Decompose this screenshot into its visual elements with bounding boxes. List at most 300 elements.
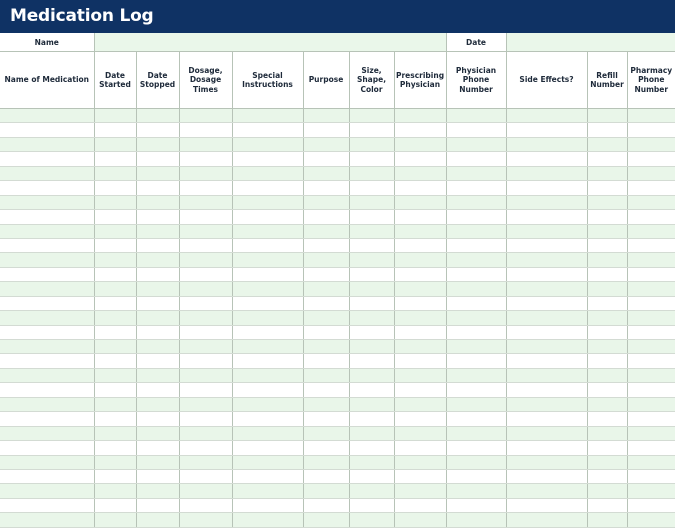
table-cell[interactable]	[506, 469, 587, 483]
table-cell[interactable]	[349, 383, 394, 397]
name-field[interactable]	[94, 33, 446, 52]
table-cell[interactable]	[587, 354, 627, 368]
table-cell[interactable]	[587, 397, 627, 411]
table-cell[interactable]	[394, 397, 446, 411]
table-cell[interactable]	[446, 397, 506, 411]
table-cell[interactable]	[179, 181, 232, 195]
table-cell[interactable]	[179, 441, 232, 455]
table-cell[interactable]	[394, 253, 446, 267]
table-cell[interactable]	[136, 469, 179, 483]
table-cell[interactable]	[303, 498, 349, 512]
table-cell[interactable]	[136, 354, 179, 368]
table-cell[interactable]	[0, 224, 94, 238]
table-cell[interactable]	[446, 253, 506, 267]
table-cell[interactable]	[136, 282, 179, 296]
table-cell[interactable]	[179, 210, 232, 224]
table-cell[interactable]	[394, 498, 446, 512]
table-cell[interactable]	[136, 484, 179, 498]
table-cell[interactable]	[446, 166, 506, 180]
table-cell[interactable]	[349, 354, 394, 368]
table-cell[interactable]	[303, 383, 349, 397]
table-cell[interactable]	[0, 137, 94, 151]
table-cell[interactable]	[506, 238, 587, 252]
table-cell[interactable]	[627, 484, 675, 498]
table-cell[interactable]	[627, 469, 675, 483]
table-cell[interactable]	[349, 253, 394, 267]
table-cell[interactable]	[394, 296, 446, 310]
table-cell[interactable]	[232, 166, 303, 180]
table-cell[interactable]	[349, 267, 394, 281]
table-cell[interactable]	[136, 137, 179, 151]
table-cell[interactable]	[179, 484, 232, 498]
table-cell[interactable]	[506, 455, 587, 469]
table-cell[interactable]	[303, 441, 349, 455]
table-cell[interactable]	[627, 311, 675, 325]
table-cell[interactable]	[587, 224, 627, 238]
table-cell[interactable]	[506, 282, 587, 296]
table-cell[interactable]	[94, 498, 136, 512]
table-cell[interactable]	[506, 325, 587, 339]
table-cell[interactable]	[94, 195, 136, 209]
table-cell[interactable]	[303, 340, 349, 354]
table-cell[interactable]	[446, 441, 506, 455]
table-cell[interactable]	[232, 195, 303, 209]
table-cell[interactable]	[587, 426, 627, 440]
table-cell[interactable]	[303, 166, 349, 180]
table-cell[interactable]	[0, 484, 94, 498]
table-cell[interactable]	[587, 109, 627, 123]
table-cell[interactable]	[303, 282, 349, 296]
table-cell[interactable]	[446, 238, 506, 252]
table-cell[interactable]	[232, 340, 303, 354]
table-cell[interactable]	[394, 383, 446, 397]
table-cell[interactable]	[506, 224, 587, 238]
table-cell[interactable]	[232, 210, 303, 224]
table-cell[interactable]	[627, 109, 675, 123]
table-cell[interactable]	[0, 368, 94, 382]
table-cell[interactable]	[232, 224, 303, 238]
table-cell[interactable]	[587, 484, 627, 498]
table-cell[interactable]	[94, 484, 136, 498]
table-cell[interactable]	[232, 282, 303, 296]
table-cell[interactable]	[627, 224, 675, 238]
table-cell[interactable]	[94, 267, 136, 281]
table-cell[interactable]	[94, 354, 136, 368]
table-cell[interactable]	[0, 210, 94, 224]
table-cell[interactable]	[446, 469, 506, 483]
table-cell[interactable]	[303, 368, 349, 382]
table-cell[interactable]	[0, 195, 94, 209]
table-cell[interactable]	[232, 354, 303, 368]
table-cell[interactable]	[587, 469, 627, 483]
table-cell[interactable]	[94, 383, 136, 397]
table-cell[interactable]	[0, 498, 94, 512]
table-cell[interactable]	[0, 340, 94, 354]
table-cell[interactable]	[446, 109, 506, 123]
table-cell[interactable]	[446, 354, 506, 368]
table-cell[interactable]	[506, 253, 587, 267]
table-cell[interactable]	[394, 238, 446, 252]
table-cell[interactable]	[627, 137, 675, 151]
table-cell[interactable]	[179, 137, 232, 151]
table-cell[interactable]	[394, 109, 446, 123]
table-cell[interactable]	[627, 455, 675, 469]
table-cell[interactable]	[349, 152, 394, 166]
table-cell[interactable]	[232, 397, 303, 411]
table-cell[interactable]	[136, 455, 179, 469]
table-cell[interactable]	[232, 325, 303, 339]
table-cell[interactable]	[0, 296, 94, 310]
table-cell[interactable]	[627, 325, 675, 339]
table-cell[interactable]	[303, 253, 349, 267]
table-cell[interactable]	[394, 340, 446, 354]
table-cell[interactable]	[94, 238, 136, 252]
table-cell[interactable]	[587, 340, 627, 354]
table-cell[interactable]	[94, 109, 136, 123]
table-cell[interactable]	[506, 296, 587, 310]
table-cell[interactable]	[627, 296, 675, 310]
table-cell[interactable]	[303, 484, 349, 498]
table-cell[interactable]	[394, 441, 446, 455]
table-cell[interactable]	[446, 267, 506, 281]
table-cell[interactable]	[446, 383, 506, 397]
table-cell[interactable]	[94, 152, 136, 166]
table-cell[interactable]	[627, 354, 675, 368]
table-cell[interactable]	[0, 238, 94, 252]
table-cell[interactable]	[232, 484, 303, 498]
table-cell[interactable]	[303, 181, 349, 195]
table-cell[interactable]	[303, 137, 349, 151]
table-cell[interactable]	[136, 123, 179, 137]
table-cell[interactable]	[349, 498, 394, 512]
table-cell[interactable]	[303, 469, 349, 483]
table-cell[interactable]	[446, 296, 506, 310]
table-cell[interactable]	[136, 311, 179, 325]
table-cell[interactable]	[587, 441, 627, 455]
table-cell[interactable]	[94, 296, 136, 310]
table-cell[interactable]	[303, 354, 349, 368]
table-cell[interactable]	[0, 426, 94, 440]
table-cell[interactable]	[394, 325, 446, 339]
table-cell[interactable]	[136, 195, 179, 209]
table-cell[interactable]	[506, 354, 587, 368]
table-cell[interactable]	[627, 253, 675, 267]
table-cell[interactable]	[587, 137, 627, 151]
table-cell[interactable]	[0, 152, 94, 166]
table-cell[interactable]	[136, 412, 179, 426]
table-cell[interactable]	[394, 484, 446, 498]
table-cell[interactable]	[94, 368, 136, 382]
table-cell[interactable]	[349, 455, 394, 469]
table-cell[interactable]	[349, 224, 394, 238]
table-cell[interactable]	[179, 354, 232, 368]
table-cell[interactable]	[394, 224, 446, 238]
table-cell[interactable]	[627, 441, 675, 455]
table-cell[interactable]	[303, 296, 349, 310]
table-cell[interactable]	[232, 181, 303, 195]
table-cell[interactable]	[394, 368, 446, 382]
table-cell[interactable]	[94, 282, 136, 296]
table-cell[interactable]	[394, 166, 446, 180]
table-cell[interactable]	[587, 210, 627, 224]
table-cell[interactable]	[627, 181, 675, 195]
table-cell[interactable]	[506, 137, 587, 151]
table-cell[interactable]	[94, 325, 136, 339]
table-cell[interactable]	[587, 238, 627, 252]
table-cell[interactable]	[506, 340, 587, 354]
table-cell[interactable]	[232, 152, 303, 166]
table-cell[interactable]	[179, 123, 232, 137]
table-cell[interactable]	[394, 354, 446, 368]
table-cell[interactable]	[136, 210, 179, 224]
table-cell[interactable]	[394, 311, 446, 325]
table-cell[interactable]	[94, 137, 136, 151]
table-cell[interactable]	[394, 181, 446, 195]
table-cell[interactable]	[349, 469, 394, 483]
table-cell[interactable]	[179, 325, 232, 339]
table-cell[interactable]	[232, 469, 303, 483]
table-cell[interactable]	[394, 267, 446, 281]
table-cell[interactable]	[303, 238, 349, 252]
table-cell[interactable]	[349, 166, 394, 180]
table-cell[interactable]	[627, 238, 675, 252]
table-cell[interactable]	[506, 123, 587, 137]
table-cell[interactable]	[587, 498, 627, 512]
table-cell[interactable]	[136, 426, 179, 440]
table-cell[interactable]	[303, 412, 349, 426]
table-cell[interactable]	[627, 166, 675, 180]
table-cell[interactable]	[394, 426, 446, 440]
table-cell[interactable]	[627, 282, 675, 296]
table-cell[interactable]	[232, 383, 303, 397]
table-cell[interactable]	[446, 282, 506, 296]
table-cell[interactable]	[349, 181, 394, 195]
table-cell[interactable]	[136, 253, 179, 267]
table-cell[interactable]	[506, 311, 587, 325]
table-cell[interactable]	[587, 412, 627, 426]
table-cell[interactable]	[179, 397, 232, 411]
table-cell[interactable]	[0, 166, 94, 180]
table-cell[interactable]	[94, 340, 136, 354]
table-cell[interactable]	[303, 210, 349, 224]
table-cell[interactable]	[349, 340, 394, 354]
table-cell[interactable]	[506, 109, 587, 123]
table-cell[interactable]	[394, 123, 446, 137]
table-cell[interactable]	[349, 412, 394, 426]
table-cell[interactable]	[627, 368, 675, 382]
table-cell[interactable]	[303, 195, 349, 209]
table-cell[interactable]	[0, 109, 94, 123]
table-cell[interactable]	[232, 137, 303, 151]
table-cell[interactable]	[0, 354, 94, 368]
table-cell[interactable]	[349, 137, 394, 151]
table-cell[interactable]	[179, 224, 232, 238]
table-cell[interactable]	[232, 267, 303, 281]
table-cell[interactable]	[0, 311, 94, 325]
table-cell[interactable]	[303, 152, 349, 166]
table-cell[interactable]	[627, 426, 675, 440]
table-cell[interactable]	[446, 484, 506, 498]
table-cell[interactable]	[232, 253, 303, 267]
table-cell[interactable]	[446, 412, 506, 426]
table-cell[interactable]	[136, 181, 179, 195]
table-cell[interactable]	[587, 325, 627, 339]
table-cell[interactable]	[94, 123, 136, 137]
table-cell[interactable]	[506, 152, 587, 166]
table-cell[interactable]	[506, 210, 587, 224]
table-cell[interactable]	[506, 383, 587, 397]
table-cell[interactable]	[94, 426, 136, 440]
table-cell[interactable]	[136, 397, 179, 411]
table-cell[interactable]	[179, 253, 232, 267]
table-cell[interactable]	[94, 412, 136, 426]
table-cell[interactable]	[94, 441, 136, 455]
table-cell[interactable]	[179, 340, 232, 354]
table-cell[interactable]	[394, 412, 446, 426]
table-cell[interactable]	[587, 311, 627, 325]
table-cell[interactable]	[232, 441, 303, 455]
table-cell[interactable]	[627, 412, 675, 426]
table-cell[interactable]	[303, 311, 349, 325]
table-cell[interactable]	[587, 282, 627, 296]
table-cell[interactable]	[349, 426, 394, 440]
table-cell[interactable]	[0, 383, 94, 397]
table-cell[interactable]	[94, 311, 136, 325]
table-cell[interactable]	[587, 152, 627, 166]
table-cell[interactable]	[136, 383, 179, 397]
table-cell[interactable]	[587, 123, 627, 137]
table-cell[interactable]	[0, 253, 94, 267]
table-cell[interactable]	[506, 412, 587, 426]
table-cell[interactable]	[446, 325, 506, 339]
table-cell[interactable]	[394, 152, 446, 166]
table-cell[interactable]	[232, 498, 303, 512]
table-cell[interactable]	[506, 368, 587, 382]
table-cell[interactable]	[179, 282, 232, 296]
table-cell[interactable]	[446, 498, 506, 512]
table-cell[interactable]	[179, 383, 232, 397]
table-cell[interactable]	[349, 441, 394, 455]
table-cell[interactable]	[349, 210, 394, 224]
table-cell[interactable]	[136, 441, 179, 455]
table-cell[interactable]	[587, 253, 627, 267]
table-cell[interactable]	[303, 224, 349, 238]
table-cell[interactable]	[394, 469, 446, 483]
table-cell[interactable]	[0, 441, 94, 455]
table-cell[interactable]	[394, 137, 446, 151]
table-cell[interactable]	[446, 368, 506, 382]
table-cell[interactable]	[349, 397, 394, 411]
table-cell[interactable]	[179, 426, 232, 440]
table-cell[interactable]	[0, 412, 94, 426]
table-cell[interactable]	[303, 109, 349, 123]
table-cell[interactable]	[179, 469, 232, 483]
table-cell[interactable]	[0, 397, 94, 411]
table-cell[interactable]	[349, 109, 394, 123]
table-cell[interactable]	[446, 224, 506, 238]
table-cell[interactable]	[506, 181, 587, 195]
table-cell[interactable]	[179, 412, 232, 426]
table-cell[interactable]	[136, 498, 179, 512]
table-cell[interactable]	[506, 441, 587, 455]
table-cell[interactable]	[179, 195, 232, 209]
table-cell[interactable]	[0, 267, 94, 281]
table-cell[interactable]	[0, 455, 94, 469]
table-cell[interactable]	[506, 484, 587, 498]
table-cell[interactable]	[0, 123, 94, 137]
table-cell[interactable]	[179, 498, 232, 512]
table-cell[interactable]	[506, 397, 587, 411]
table-cell[interactable]	[179, 455, 232, 469]
table-cell[interactable]	[303, 123, 349, 137]
table-cell[interactable]	[446, 181, 506, 195]
table-cell[interactable]	[349, 311, 394, 325]
table-cell[interactable]	[303, 397, 349, 411]
table-cell[interactable]	[446, 152, 506, 166]
table-cell[interactable]	[627, 340, 675, 354]
table-cell[interactable]	[232, 368, 303, 382]
table-cell[interactable]	[627, 210, 675, 224]
table-cell[interactable]	[349, 282, 394, 296]
table-cell[interactable]	[349, 296, 394, 310]
table-cell[interactable]	[587, 195, 627, 209]
table-cell[interactable]	[232, 238, 303, 252]
table-cell[interactable]	[446, 311, 506, 325]
table-cell[interactable]	[587, 455, 627, 469]
table-cell[interactable]	[94, 181, 136, 195]
table-cell[interactable]	[94, 469, 136, 483]
table-cell[interactable]	[0, 469, 94, 483]
table-cell[interactable]	[136, 296, 179, 310]
table-cell[interactable]	[446, 210, 506, 224]
table-cell[interactable]	[394, 195, 446, 209]
table-cell[interactable]	[506, 267, 587, 281]
table-cell[interactable]	[232, 412, 303, 426]
table-cell[interactable]	[506, 195, 587, 209]
table-cell[interactable]	[94, 397, 136, 411]
table-cell[interactable]	[136, 368, 179, 382]
table-cell[interactable]	[627, 498, 675, 512]
table-cell[interactable]	[0, 325, 94, 339]
table-cell[interactable]	[179, 267, 232, 281]
table-cell[interactable]	[446, 137, 506, 151]
table-cell[interactable]	[394, 282, 446, 296]
table-cell[interactable]	[627, 397, 675, 411]
table-cell[interactable]	[303, 325, 349, 339]
table-cell[interactable]	[587, 368, 627, 382]
table-cell[interactable]	[349, 195, 394, 209]
table-cell[interactable]	[94, 166, 136, 180]
table-cell[interactable]	[179, 296, 232, 310]
table-cell[interactable]	[232, 296, 303, 310]
table-cell[interactable]	[136, 166, 179, 180]
table-cell[interactable]	[446, 123, 506, 137]
table-cell[interactable]	[446, 455, 506, 469]
date-field[interactable]	[506, 33, 675, 52]
table-cell[interactable]	[349, 123, 394, 137]
table-cell[interactable]	[627, 383, 675, 397]
table-cell[interactable]	[179, 311, 232, 325]
table-cell[interactable]	[232, 311, 303, 325]
table-cell[interactable]	[136, 224, 179, 238]
table-cell[interactable]	[627, 195, 675, 209]
table-cell[interactable]	[303, 267, 349, 281]
table-cell[interactable]	[232, 123, 303, 137]
table-cell[interactable]	[627, 267, 675, 281]
table-cell[interactable]	[179, 152, 232, 166]
table-cell[interactable]	[587, 181, 627, 195]
table-cell[interactable]	[446, 195, 506, 209]
